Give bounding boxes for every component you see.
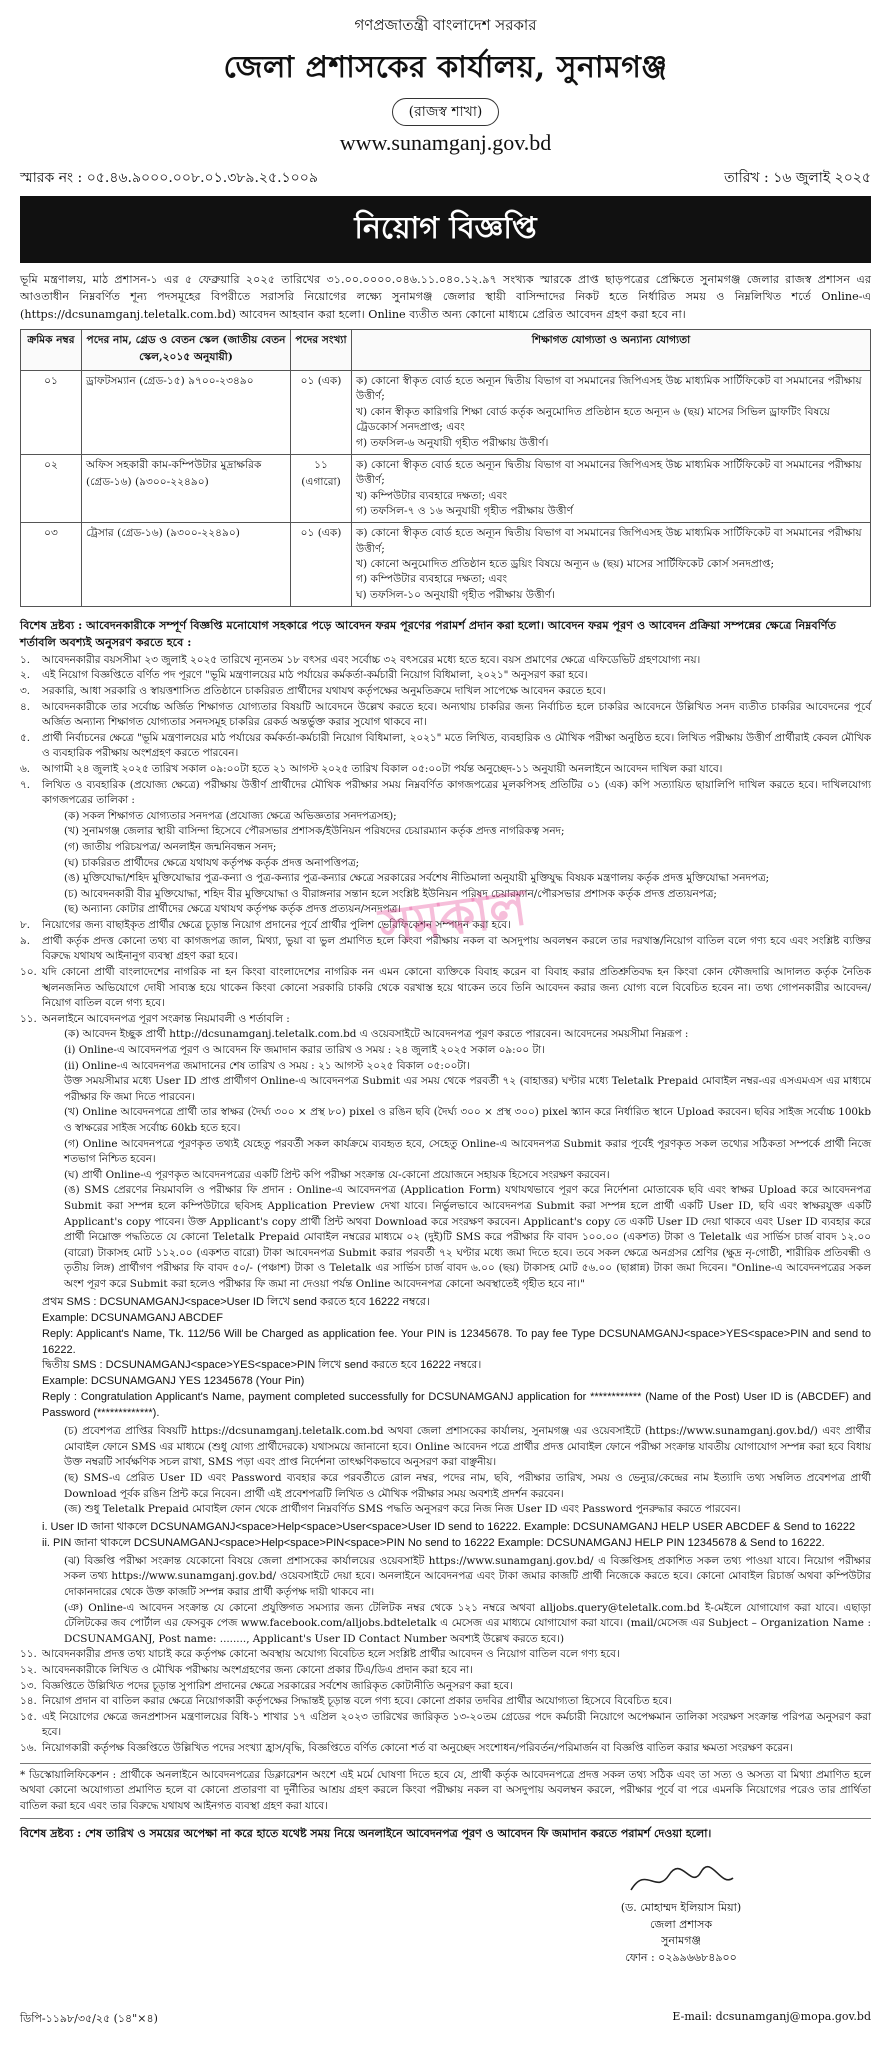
newspaper-watermark: সমকাল xyxy=(376,878,531,957)
signature-image xyxy=(561,1860,801,1900)
posts-table xyxy=(20,329,871,607)
term-text: উক্ত সময়সীমার মধ্যে User ID প্রাপ্ত প্রার্থীগণ Online-এ আবেদনপত্র Submit এর সময় থেকে পরবর্তী ৭২ (বাহাত্তর) ঘণ্টার মধ্যে Teletalk Prepaid মোবাইল নম্বর-এর এসএমএস এর মাধ্যমে পরীক্ষার ফি জমা দিতে পারবেন। xyxy=(64,1075,871,1103)
term-item xyxy=(20,1647,871,1663)
term-number xyxy=(42,1105,64,1136)
term-item xyxy=(20,1679,871,1695)
term-text: আবেদনকারীর প্রদত্ত তথ্য যাচাই করে কর্তৃপক্ষ কোনো অবস্থায় অযোগ্য বিবেচিত হলে সংশ্লিষ্ট প্রার্থীর আবেদন ও নিয়োগ বাতিল বলে গণ্য হবে। xyxy=(42,1648,620,1661)
term-text: (গ) জাতীয় পরিচয়পত্র/ অনলাইন জন্মনিবন্ধন সনদ; xyxy=(64,841,277,854)
sms-line: দ্বিতীয় SMS : DCSUNAMGANJ<space>YES<space>PIN লিখে send করতে হবে 16222 নম্বরে। xyxy=(42,1359,482,1372)
signatory-place: সুনামগঞ্জ xyxy=(661,1934,701,1947)
term-number: ১১. xyxy=(20,1648,37,1661)
term-number: ৭. xyxy=(20,778,31,791)
term-number xyxy=(42,1074,64,1105)
term-number: ৬. xyxy=(20,762,31,775)
term-text: আবেদনকারীর বয়সসীমা ২৩ জুলাই ২০২৫ তারিখে ন্যূনতম ১৮ বৎসর এবং সর্বোচ্চ ৩২ বৎসরের মধ্যে হতে হবে। বয়স প্রমাণের ক্ষেত্রে এফিডেভিট গ্রহণযোগ্য নয়। xyxy=(42,653,701,666)
term-number xyxy=(42,809,64,825)
term-item xyxy=(20,965,871,1012)
contact-email[interactable]: E-mail: dcsunamganj@mopa.gov.bd xyxy=(672,2010,871,2023)
term-text: প্রার্থী কর্তৃক প্রদত্ত কোনো তথ্য বা কাগজপত্র জাল, মিথ্যা, ভুয়া বা ভুল প্রমাণিত হলে কিংবা পরীক্ষায় নকল বা অসদুপায় অবলম্বন করলে তার দরখাস্ত/নিয়োগ বাতিল বলে গণ্য হবে এবং সংশ্লিষ্ট ব্যক্তির বিরুদ্ধে যথাযথ আইনানুগ ব্যবস্থা গ্রহণ করা হবে। xyxy=(42,934,871,963)
term-number xyxy=(42,871,64,887)
term-item xyxy=(20,778,871,809)
term-number xyxy=(42,1059,64,1075)
term-item xyxy=(20,1710,871,1741)
term-number: ১৩. xyxy=(20,1679,37,1692)
term-item xyxy=(20,1471,871,1502)
row-serial: ০২ xyxy=(21,454,82,522)
term-text: এই নিয়োগ বিজ্ঞপ্তিতে বর্ণিত পদ পূরণে "ভূমি মন্ত্রণালয়ের মাঠ পর্যায়ের কর্মকর্তা-কর্মচারী নিয়োগ বিধিমালা, ২০২১" অনুসরণ করা হবে। xyxy=(42,669,588,682)
term-number: ১২. xyxy=(20,1663,37,1676)
notice-page xyxy=(20,0,871,2025)
terms-list-3 xyxy=(20,1554,871,1757)
term-number xyxy=(42,840,64,856)
term-item xyxy=(20,1554,871,1601)
term-item xyxy=(20,1601,871,1648)
website-link[interactable]: www.sunamganj.gov.bd xyxy=(339,130,552,155)
term-number xyxy=(42,1168,64,1184)
term-text: নিয়োগের জন্য বাছাইকৃত প্রার্থীর ক্ষেত্রে চূড়ান্ত নিয়োগ প্রদানের পূর্বে প্রার্থীর পুলিশ ভেরিফিকেশন সম্পাদন করা হবে। xyxy=(42,919,511,932)
final-note: বিশেষ দ্রষ্টব্য : শেষ তারিখ ও সময়ের অপেক্ষা না করে হাতে যথেষ্ট সময় নিয়ে অনলাইনে আবেদনপত্র পূরণ ও আবেদন ফি জমাদান করতে পরামর্শ দেওয়া হলো। xyxy=(20,1827,712,1841)
dp-code: ডিপি-১১৯৮/৩৫/২৫ (১৪"×৪) xyxy=(20,2012,158,2025)
term-text: (ঘ) চাকরিরত প্রার্থীদের ক্ষেত্রে যথাযথ কর্তৃপক্ষ কর্তৃক প্রদত্ত অনাপত্তিপত্র; xyxy=(64,856,360,869)
term-item xyxy=(20,1183,871,1292)
term-text: (খ) Online আবেদনপত্রে প্রার্থী তার স্বাক্ষর (দৈর্ঘ্য ৩০০ × প্রস্থ ৮০) pixel ও রঙিন ছবি (দৈর্ঘ্য ৩০০ × প্রস্থ ৩০০) pixel স্ক্যান করে নির্ধারিত স্থানে Upload করবেন। ছবির সাইজ সর্বোচ্চ 100kb ও স্বাক্ষরের সাইজ সর্বোচ্চ 60kb হতে হবে। xyxy=(64,1106,871,1134)
sms-instructions xyxy=(20,1295,871,1423)
sms-line: Reply: Applicant's Name, Tk. 112/56 Will be Charged as application fee. Your PIN is 12345678. To pay fee Type DCSUNAMGANJ<space>YES<space>PIN and send to 16222. xyxy=(42,1327,871,1356)
qualification-item: ঘ) তফসিল-১০ অনুযায়ী গৃহীত পরীক্ষায় উত্তীর্ণ। xyxy=(356,588,555,601)
term-item xyxy=(20,1741,871,1757)
term-text: (ii) Online-এ আবেদনপত্র জমাদানের শেষ তারিখ ও সময় : ২১ আগস্ট ২০২৫ বিকাল ০৫:০০টা। xyxy=(64,1059,470,1072)
term-number xyxy=(42,1601,64,1648)
term-number: ১৫. xyxy=(20,1710,37,1723)
term-text: (ঝ) বিজ্ঞপ্তি পরীক্ষা সংক্রান্ত যেকোনো বিষয়ে জেলা প্রশাসকের কার্যালয়ের ওয়েবসাইট https://www.sunamganj.gov.bd/ এ বিজ্ঞপ্তিসহ প্রকাশিত সকল তথ্য পাওয়া যাবে। নিয়োগ পরীক্ষার সকল তথ্য https://www.sunamganj.gov.bd/ ওয়েবসাইটে দেয়া হবে। অনলাইনে আবেদনপত্র এবং টাকা জমার কাজটি প্রার্থী নিজেকে করতে হবে। কোনো মোবাইল রিচার্জ অথবা কম্পিউটার দোকানদারের থেকে উক্ত কাজটি সম্পন্ন করার প্রার্থী কর্তৃপক্ষ দায়ী থাকবে না। xyxy=(64,1554,871,1598)
special-note: বিশেষ দ্রষ্টব্য : আবেদনকারীকে সম্পূর্ণ বিজ্ঞপ্তি মনোযোগ সহকারে পড়ে আবেদন ফরম পূরণের পরামর্শ প্রদান করা হলো। আবেদন ফরম পূরণ ও আবেদন প্রক্রিয়া সম্পন্নের ক্ষেত্রে নিম্নবর্ণিত শর্তাবলি অবশ্যই অনুসরণ করতে হবে : xyxy=(20,618,837,649)
term-item xyxy=(20,1694,871,1710)
qualification-item: খ) কোন স্বীকৃত কারিগরি শিক্ষা বোর্ড কর্তৃক অনুমোদিত প্রতিষ্ঠান হতে অন্যূন ৬ (ছয়) মাসের সিভিল ড্রাফটিং বিষয়ে ট্রেডকোর্স সনদপ্রাপ্ত; এবং xyxy=(356,405,830,434)
term-number: ৪. xyxy=(20,700,31,713)
term-text: (ঙ) SMS প্রেরণের নিয়মাবলি ও পরীক্ষার ফি প্রদান : Online-এ আবেদনপত্র (Application Form) যথাযথভাবে পূরণ করে নির্দেশনা মোতাবেক ছবি এবং স্বাক্ষর Upload করে আবেদনপত্র Submit করা সম্পন্ন হলে কম্পিউটারে ছবিসহ Application Preview দেখা যাবে। নির্ভুলভাবে আবেদনপত্র Submit করা সম্পন্ন হলে প্রার্থী একটি User ID, ছবি এবং স্বাক্ষরযুক্ত একটি Applicant's copy পাবেন। উক্ত Applicant's copy প্রার্থী প্রিন্ট অথবা Download করে সংরক্ষণ করবেন। Applicant's copy তে একটি User ID দেয়া থাকবে এবং User ID ব্যবহার করে প্রার্থী নিম্নোক্ত পদ্ধতিতে যে কোনো Teletalk Prepaid মোবাইল নম্বরের মাধ্যমে ০২ (দুই)টি SMS করে পরীক্ষার ফি বাবদ ১০০.০০ (একশত) টাকা ও Teletalk এর সার্ভিস চার্জ বাবদ ১২.০০ (বারো) টাকাসহ মোট ১১২.০০ (একশত বারো) টাকা আবেদনপত্র Submit করার পরবর্তী ৭২ ঘণ্টার মধ্যে জমা দিতে হবে। তবে সকল ক্ষেত্রে অনগ্রসর শ্রেণির (ক্ষুদ্র নৃ-গোষ্ঠী, শারীরিক প্রতিবন্ধী ও তৃতীয় লিঙ্গ) প্রার্থীগণ পরীক্ষার ফি বাবদ ৫০/- (পঞ্চাশ) টাকা ও Teletalk এর সার্ভিস চার্জ বাবদ ৬.০০ (ছয়) টাকাসহ মোট ৫৬.০০ (ছাপ্পান্ন) টাকা জমা দিবেন। "Online-এ আবেদনপত্রের সকল অংশ পূরণ করে Submit করা হলেও পরীক্ষার ফি জমা না দেওয়া পর্যন্ত Online আবেদনপত্র কোনো অবস্থাতেই গৃহীত হবে না।" xyxy=(64,1184,871,1291)
row-qualifications xyxy=(352,523,871,607)
term-text: (ঘ) প্রার্থী Online-এ পূরণকৃত আবেদনপত্রের একটি প্রিন্ট কপি পরীক্ষা সংক্রান্ত যে-কোনো প্রয়োজনে সহায়ক হিসেবে সংরক্ষণ করবেন। xyxy=(64,1168,610,1181)
term-text: সরকারি, আধা সরকারি ও স্বায়ত্তশাসিত প্রতিষ্ঠানে চাকরিরত প্রার্থীদের যথাযথ কর্তৃপক্ষের অনুমতিক্রমে দাখিল সাপেক্ষে আবেদন করতে হবে। xyxy=(42,684,606,697)
disqualification-clause: * ডিস্কোয়ালিফিকেশন : প্রার্থীকে অনলাইনে আবেদনপত্রের ডিক্লারেশন অংশে এই মর্মে ঘোষণা দিতে হবে যে, প্রার্থী কর্তৃক আবেদনপত্রে প্রদত্ত সকল তথ্য সঠিক এবং তা সত্য ও অসত্য বা মিথ্যা প্রমাণিত হলে অথবা কোনো অযোগ্যতা প্রমাণিত হলে বা কোনো প্রতারণা বা দুর্নীতির আশ্রয় গ্রহণ করলে কিংবা পরীক্ষায় নকল বা অসদুপায় অবলম্বন করলে, পরীক্ষার পূর্বে বা পরে এমনকি নিয়োগের পরেও তার প্রার্থিতা বাতিল করা হবে এবং তার বিরুদ্ধে যথাযথ আইনগত ব্যবস্থা গ্রহণ করা যাবে। xyxy=(20,1763,871,1820)
term-text: এই নিয়োগের ক্ষেত্রে জনপ্রশাসন মন্ত্রণালয়ের বিধি-১ শাখার ১৭ এপ্রিল ২০২৩ তারিখের জারিকৃত ১৩-২০তম গ্রেডের পদে কর্মচারী নিয়োগে অপেক্ষমান তালিকা সংরক্ষণ সংক্রান্ত পরিপত্র অনুসরণ করা হবে। xyxy=(42,1710,871,1739)
term-text: (ক) সকল শিক্ষাগত যোগ্যতার সনদপত্র (প্রযোজ্য ক্ষেত্রে অভিজ্ঞতার সনদপত্রসহ); xyxy=(64,809,397,822)
term-number xyxy=(42,1554,64,1601)
reference-line xyxy=(20,166,871,190)
term-item xyxy=(20,1137,871,1168)
term-number: ৮. xyxy=(20,919,31,932)
branch-name: (রাজস্ব শাখা) xyxy=(392,98,500,126)
recovery-instructions xyxy=(20,1520,871,1552)
term-item xyxy=(20,684,871,700)
term-text: আবেদনকারীকে লিখিত ও মৌখিক পরীক্ষায় অংশগ্রহণের জন্য কোনো প্রকার টিএ/ডিএ প্রদান করা হবে না। xyxy=(42,1663,473,1676)
term-number xyxy=(42,856,64,872)
term-text: (i) Online-এ আবেদনপত্র পূরণ ও আবেদন ফি জমাদান করার তারিখ ও সময় : ২৪ জুলাই ২০২৫ সকাল ০৯:০০ টা। xyxy=(64,1043,545,1056)
term-item xyxy=(20,700,871,731)
term-text: লিখিত ও ব্যবহারিক (প্রযোজ্য ক্ষেত্রে) পরীক্ষায় উত্তীর্ণ প্রার্থীদের মৌখিক পরীক্ষার সময় নিম্নবর্ণিত কাগজপত্রের মূলকপিসহ প্রতিটির ০১ (এক) কপি সত্যায়িত ছায়ালিপি দাখিল করতে হবে। দাখিলযোগ্য কাগজপত্রের তালিকা : xyxy=(42,778,871,807)
term-text: (ঞ) Online-এ আবেদন সংক্রান্ত যে কোনো প্রযুক্তিগত সমস্যার জন্য টেলিটক নম্বর থেকে ১২১ নম্বরে অথবা alljobs.query@teletalk.com.bd ই-মেইলে যোগাযোগ করা যাবে। এছাড়া টেলিটকের জব পোর্টাল এর ফেসবুক পেজ www.facebook.com/alljobs.bdteletalk এ মেসেজ এর মাধ্যমে যোগাযোগ করা যাবে। (mail/মেসেজ এর Subject – Organization Name : DCSUNAMGANJ, Post name: ........, Applicant's User ID Contact Number অবশ্যই উল্লেখ করতে হবে।) xyxy=(64,1601,871,1645)
term-text: (চ) প্রবেশপত্র প্রাপ্তির বিষয়টি https://dcsunamganj.teletalk.com.bd অথবা জেলা প্রশাসকের কার্যালয়, সুনামগঞ্জ এর ওয়েবসাইটে (https://www.sunamganj.gov.bd/) এবং প্রার্থীর মোবাইল ফোনে SMS এর মাধ্যমে (শুধু যোগ্য প্রার্থীদেরকে) যথাসময়ে জানানো হবে। Online আবেদন পত্রে প্রার্থীর প্রদত্ত মোবাইল ফোনে পরীক্ষা সংক্রান্ত যাবতীয় যোগাযোগ সম্পন্ন করা হবে বিধায় উক্ত নম্বরটি সার্বক্ষণিক সচল রাখা, SMS পড়া এবং প্রাপ্ত নির্দেশনা তাৎক্ষণিকভাবে অনুসরণ করা বাঞ্ছনীয়। xyxy=(64,1425,871,1469)
sms-line: প্রথম SMS : DCSUNAMGANJ<space>User ID লিখে send করতে হবে 16222 নম্বরে। xyxy=(42,1295,430,1308)
col-count: পদের সংখ্যা xyxy=(291,330,352,371)
term-item xyxy=(20,1424,871,1471)
term-number: ১৬. xyxy=(20,1742,37,1755)
terms-list xyxy=(20,653,871,1293)
col-qualification: শিক্ষাগত যোগ্যতা ও অন্যান্য যোগ্যতা xyxy=(352,330,871,371)
term-text: (খ) সুনামগঞ্জ জেলার স্থায়ী বাসিন্দা হিসেবে পৌরসভার প্রশাসক/ইউনিয়ন পরিষদের চেয়ারম্যান কর্তৃক প্রদত্ত নাগরিকত্ব সনদ; xyxy=(64,825,565,838)
qualification-item: ক) কোনো স্বীকৃত বোর্ড হতে অন্যূন দ্বিতীয় বিভাগ বা সমমানের জিপিএসহ উচ্চ মাধ্যমিক সার্টিফিকেট বা সমমানের পরীক্ষায় উত্তীর্ণ; xyxy=(356,527,862,555)
qualification-item: ক) কোনো স্বীকৃত বোর্ড হতে অন্যূন দ্বিতীয় বিভাগ বা সমমানের জিপিএসহ উচ্চ মাধ্যমিক সার্টিফিকেট বা সমমানের পরীক্ষায় উত্তীর্ণ; xyxy=(356,375,862,403)
term-number: ৯. xyxy=(20,934,31,947)
term-text: (ছ) SMS-এ প্রেরিত User ID এবং Password ব্যবহার করে পরবর্তীতে রোল নম্বর, পদের নাম, ছবি, পরীক্ষার তারিখ, সময় ও ভেন্যুর/কেন্দ্রের নাম ইত্যাদি তথ্য সম্বলিত প্রবেশপত্র প্রার্থী Download পূর্বক রঙিন প্রিন্ট করে নিবেন। প্রার্থী এই প্রবেশপত্রটি লিখিত ও মৌখিক পরীক্ষার সময় অবশ্যই প্রদর্শন করবেন। xyxy=(64,1472,871,1500)
qualification-item: গ) কম্পিউটার ব্যবহারে দক্ষতা; এবং xyxy=(356,573,508,586)
signatory-name: (ড. মোহাম্মদ ইলিয়াস মিয়া) xyxy=(620,1901,742,1914)
term-text: যদি কোনো প্রার্থী বাংলাদেশের নাগরিক না হন কিংবা বাংলাদেশের নাগরিক নন এমন কোনো ব্যক্তিকে বিবাহ করেন বা বিবাহ করার প্রতিশ্রুতিবদ্ধ হন কিংবা কোন ফৌজদারি আদালত কর্তৃক নৈতিক স্খলনজনিত অভিযোগে দোষী সাব্যস্ত হয়ে থাকেন কিংবা কোনো সরকারি চাকরি থেকে বরখাস্ত হয়ে থাকেন তবে তিনি আবেদন করার জন্য যোগ্য বলে বিবেচিত হবেন না। তথ্য গোপনকারীর আবেদন/নিয়োগ বাতিল বলে গণ্য হবে। xyxy=(42,965,871,1010)
term-number: ১০. xyxy=(20,965,37,978)
col-post: পদের নাম, গ্রেড ও বেতন স্কেল (জাতীয় বেতন স্কেল,২০১৫ অনুযায়ী) xyxy=(82,330,291,371)
sms-line: Reply : Congratulation Applicant's Name, payment completed successfully for DCSUNAMGANJ application for ************ (Name of the Post) User ID is (ABCDEF) and Password (*************). xyxy=(42,1391,871,1420)
term-text: আগামী ২৪ জুলাই ২০২৫ তারিখ সকাল ০৯:০০টা হতে ২১ আগস্ট ২০২৫ তারিখ বিকাল ০৫:০০টা পর্যন্ত অনুচ্ছেদ-১১ অনুযায়ী অনলাইনে আবেদন দাখিল করা যাবে। xyxy=(42,762,723,775)
table-row xyxy=(21,371,871,455)
term-item xyxy=(20,809,871,825)
term-item xyxy=(20,1059,871,1075)
recovery-line: i. User ID জানা থাকলে DCSUNAMGANJ<space>Help<space>User<space>User ID send to 16222. Example: DCSUNAMGANJ HELP USER ABCDEF & Send to 16222 xyxy=(42,1520,856,1533)
term-item xyxy=(20,1502,871,1518)
term-number xyxy=(42,824,64,840)
notice-title: নিয়োগ বিজ্ঞপ্তি xyxy=(20,196,871,263)
term-text: (গ) Online আবেদনপত্রে পূরণকৃত তথ্যই যেহেতু পরবর্তী সকল কার্যক্রমে ব্যবহৃত হবে, সেহেতু Online-এ আবেদনপত্র Submit করার পূর্বেই পূরণকৃত সকল তথ্যের সঠিকতা সম্পর্কে প্রার্থী নিজে শতভাগ নিশ্চিত হবেন। xyxy=(64,1137,871,1166)
term-number: ১১. xyxy=(20,1012,37,1025)
recovery-line: ii. PIN জানা থাকলে DCSUNAMGANJ<space>Help<space>PIN<space>PIN No send to 16222 Example: DCSUNAMGANJ HELP PIN 12345678 & Send to 16222. xyxy=(42,1536,825,1549)
term-item xyxy=(20,840,871,856)
term-text: প্রার্থী নির্বাচনের ক্ষেত্রে "ভূমি মন্ত্রণালয়ের মাঠ পর্যায়ের কর্মকর্তা-কর্মচারী নিয়োগ বিধিমালা, ২০২১" মতে লিখিত, ব্যবহারিক ও মৌখিক পরীক্ষা অনুষ্ঠিত হবে। লিখিত পরীক্ষায় উত্তীর্ণ প্রার্থীরাই কেবল মৌখিক ও ব্যবহারিক পরীক্ষায় অংশগ্রহণ করতে পারবেন। xyxy=(42,731,871,760)
row-count: ১১ (এগারো) xyxy=(291,454,352,522)
col-serial: ক্রমিক নম্বর xyxy=(21,330,82,371)
qualification-item: গ) তফসিল-৬ অনুযায়ী গৃহীত পরীক্ষায় উত্তীর্ণ। xyxy=(356,436,549,449)
table-row xyxy=(21,523,871,607)
term-number xyxy=(42,1137,64,1168)
qualification-item: গ) তফসিল-৭ ও ১৬ অনুযায়ী গৃহীত পরীক্ষায় উত্তীর্ণ xyxy=(356,504,573,517)
memo-number: স্মারক নং : ০৫.৪৬.৯০০০.০০৮.০১.৩৮৯.২৫.১০০৯ xyxy=(20,170,318,186)
term-number xyxy=(42,1502,64,1518)
row-serial: ০১ xyxy=(21,371,82,455)
term-item xyxy=(20,668,871,684)
footer xyxy=(20,2010,871,2029)
signatory-designation: জেলা প্রশাসক xyxy=(649,1917,713,1931)
term-number xyxy=(42,887,64,903)
term-text: (ক) আবেদন ইচ্ছুক প্রার্থী http://dcsunamganj.teletalk.com.bd এ ওয়েবসাইটে আবেদনপত্র পূরণ করতে পারবেন। আবেদনের সময়সীমা নিম্নরূপ : xyxy=(64,1028,689,1041)
intro-paragraph: ভূমি মন্ত্রণালয়, মাঠ প্রশাসন-১ এর ৫ ফেব্রুয়ারি ২০২৫ তারিখের ৩১.০০.০০০০.০৪৬.১১.০৪০.১২.৯৭ সংখ্যক স্মারকে প্রাপ্ত ছাড়পত্রের প্রেক্ষিতে সুনামগঞ্জ জেলার রাজস্ব প্রশাসন এর আওতাধীন নিম্নবর্ণিত শূন্য পদসমূহের বিপরীতে সরাসরি নিয়োগের লক্ষ্যে সুনামগঞ্জ জেলার স্থায়ী বাসিন্দাদের নিকট হতে নির্ধারিত সময় ও নিম্নলিখিত শর্তে Online-এ (https://dcsunamganj.teletalk.com.bd) আবেদন আহবান করা হলো। Online ব্যতীত অন্য কোনো মাধ্যমে প্রেরিত আবেদন গ্রহণ করা হবে না। xyxy=(20,273,871,321)
table-header-row xyxy=(21,330,871,371)
term-number xyxy=(42,1183,64,1292)
term-number: ১৪. xyxy=(20,1695,37,1708)
table-row xyxy=(21,454,871,522)
qualification-item: ক) কোনো স্বীকৃত বোর্ড হতে অন্যূন দ্বিতীয় বিভাগ বা সমমানের জিপিএসহ উচ্চ মাধ্যমিক সার্টিফিকেট বা সমমানের পরীক্ষায় উত্তীর্ণ; xyxy=(356,458,862,487)
term-text: (ঙ) মুক্তিযোদ্ধা/শহিদ মুক্তিযোদ্ধার পুত্র-কন্যা ও পুত্র-কন্যার পুত্র-কন্যার ক্ষেত্রে সরকারের সর্বশেষ নীতিমালা অনুযায়ী মুক্তিযুদ্ধ বিষয়ক মন্ত্রণালয় কর্তৃক প্রদত্ত মুক্তিযোদ্ধা সনদপত্র; xyxy=(64,872,770,885)
term-item xyxy=(20,856,871,872)
qualification-item: খ) কম্পিউটার ব্যবহারে দক্ষতা; এবং xyxy=(356,489,508,502)
terms-list-2 xyxy=(20,1424,871,1518)
term-number xyxy=(42,1424,64,1471)
row-post: ট্রেসার (গ্রেড-১৬) (৯৩০০-২২৪৯০) xyxy=(82,523,291,607)
term-item xyxy=(20,762,871,778)
term-number xyxy=(42,1471,64,1502)
term-item xyxy=(20,1074,871,1105)
row-post: ড্রাফটসম্যান (গ্রেড-১৫) ৯৭০০-২৩৪৯০ xyxy=(82,371,291,455)
term-number xyxy=(42,1043,64,1059)
term-item xyxy=(20,824,871,840)
signature-block xyxy=(561,1860,801,1966)
term-item xyxy=(20,1027,871,1043)
office-name: জেলা প্রশাসকের কার্যালয়, সুনামগঞ্জ xyxy=(223,50,668,85)
row-qualifications xyxy=(352,371,871,455)
term-text: আবেদনকারীকে তার সর্বোচ্চ অর্জিত শিক্ষাগত যোগ্যতার বিষয়টি আবেদনে উল্লেখ করতে হবে। অন্যথায় চাকরির জন্য নির্বাচিত হলে চাকরির আবেদনে উল্লিখিত সনদ ব্যতীত চাকরির আবেদনের পূর্বে অর্জিত অন্যান্য শিক্ষাগত যোগ্যতার সনদসমূহ চাকরির রেকর্ড অন্তর্ভুক্ত করার সুযোগ থাকবে না। xyxy=(42,700,871,729)
term-number: ২. xyxy=(20,669,31,682)
term-number xyxy=(42,1027,64,1043)
term-text: (ছ) অন্যান্য কোটার প্রার্থীদের ক্ষেত্রে যথাযথ কর্তৃপক্ষ কর্তৃক প্রদত্ত প্রত্যয়ন/সনদপত্র। xyxy=(64,903,402,916)
signatory-phone: ফোন : ০২৯৯৬৬৮৪৯০০ xyxy=(625,1950,737,1964)
term-text: বিজ্ঞপ্তিতে উল্লিখিত পদের চূড়ান্ত সুপারিশ প্রদানের ক্ষেত্রে সরকারের সর্বশেষ জারিকৃত কোটানীতি অনুসরণ করা হবে। xyxy=(42,1679,513,1692)
sms-line: Example: DCSUNAMGANJ ABCDEF xyxy=(42,1311,223,1324)
qualification-item: খ) কোনো অনুমোদিত প্রতিষ্ঠান হতে ড্রয়িং বিষয়ে অন্যূন ৬ (ছয়) মাসের সার্টিফিকেট কোর্স সনদপ্রাপ্ত; xyxy=(356,558,775,571)
term-text: নিয়োগ প্রদান বা বাতিল করার ক্ষেত্রে নিয়োগকারী কর্তৃপক্ষের সিদ্ধান্তই চূড়ান্ত বলে গণ্য হবে। কোনো প্রকার তদবির প্রার্থীর অযোগ্যতা হিসেবে বিবেচিত হবে। xyxy=(42,1695,672,1708)
term-number: ১. xyxy=(20,653,31,666)
term-item xyxy=(20,1663,871,1679)
term-item xyxy=(20,1168,871,1184)
notice-date: তারিখ : ১৬ জুলাই ২০২৫ xyxy=(724,170,871,186)
row-serial: ০৩ xyxy=(21,523,82,607)
term-number: ৫. xyxy=(20,731,31,744)
term-item xyxy=(20,731,871,762)
govt-name: গণপ্রজাতন্ত্রী বাংলাদেশ সরকার xyxy=(354,16,537,34)
term-text: নিয়োগকারী কর্তৃপক্ষ বিজ্ঞপ্তিতে উল্লিখিত পদের সংখ্যা হ্রাস/বৃদ্ধি, বিজ্ঞপ্তিতে বর্ণিত কোনো শর্ত বা অনুচ্ছেদ সংশোধন/পরিবর্তন/পরিমার্জন বা বিজ্ঞপ্তি বাতিল করার ক্ষমতা সংরক্ষণ করেন। xyxy=(42,1742,793,1755)
term-item xyxy=(20,1105,871,1136)
row-count: ০১ (এক) xyxy=(291,371,352,455)
term-text: (চ) আবেদনকারী বীর মুক্তিযোদ্ধা, শহিদ বীর মুক্তিযোদ্ধা ও বীরাঙ্গনার সন্তান হলে সংশ্লিষ্ট ইউনিয়ন পরিষদ চেয়ারম্যান/পৌরসভার প্রশাসক কর্তৃক প্রদত্ত প্রত্যয়নপত্র; xyxy=(64,887,717,900)
term-item xyxy=(20,1043,871,1059)
term-number xyxy=(42,902,64,918)
term-text: অনলাইনে আবেদনপত্র পূরণ সংক্রান্ত নিয়মাবলী ও শর্তাবলি : xyxy=(42,1012,290,1025)
sms-line: Example: DCSUNAMGANJ YES 12345678 (Your Pin) xyxy=(42,1375,305,1388)
term-item xyxy=(20,653,871,669)
row-post: অফিস সহকারী কাম-কম্পিউটার মুদ্রাক্ষরিক (গ্রেড-১৬) (৯৩০০-২২৪৯০) xyxy=(82,454,291,522)
row-qualifications xyxy=(352,454,871,522)
term-text: (জ) শুধু Teletalk Prepaid মোবাইল ফোন থেকে প্রার্থীগণ নিম্নবর্ণিত SMS পদ্ধতি অনুসরণ করে নিজ নিজ User ID এবং Password পুনরুদ্ধার করতে পারবেন। xyxy=(64,1503,741,1516)
term-number: ৩. xyxy=(20,684,31,697)
term-item xyxy=(20,1012,871,1028)
row-count: ০১ (এক) xyxy=(291,523,352,607)
